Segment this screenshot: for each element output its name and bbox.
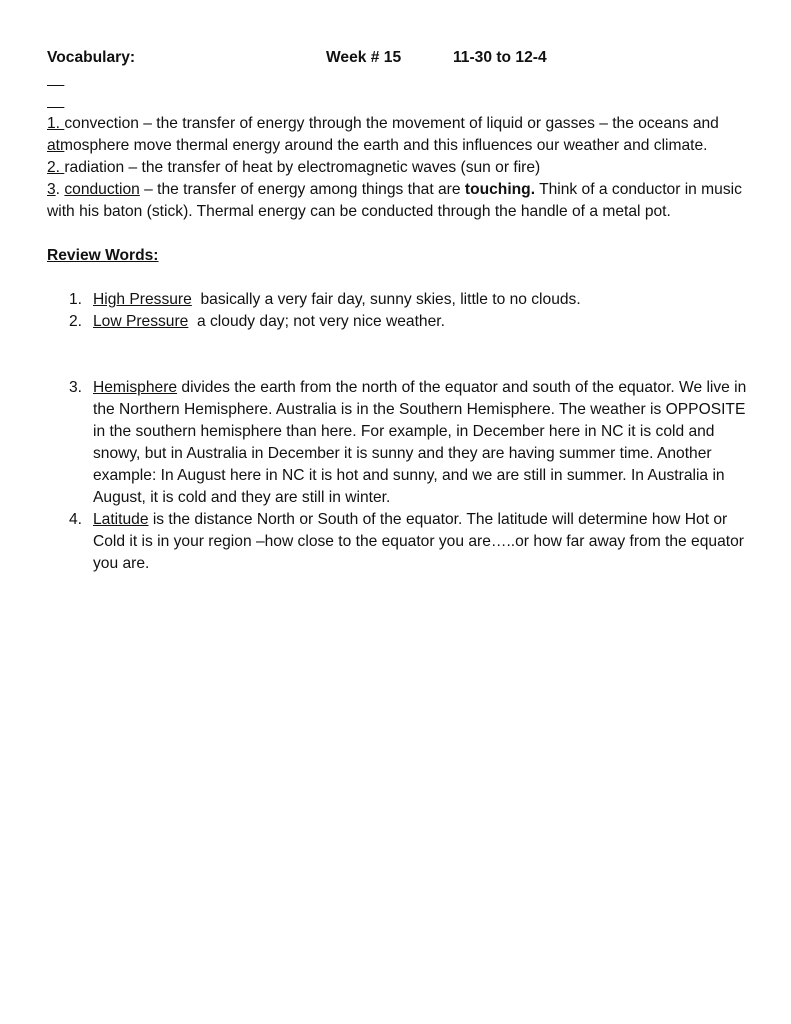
review-words-heading: Review Words: [47,247,159,264]
document-page [47,47,747,575]
review-item-hemisphere [47,377,747,509]
review-term: Low Pressure [93,313,189,330]
review-item-latitude [47,509,747,575]
vocab-definition-part2: Think of a conductor in music with his baton (stick). Thermal energy can be conducted through the handle of a metal pot. [47,181,742,220]
header-line [47,47,747,69]
vocab-item-conduction [47,179,747,223]
review-item-low-pressure [47,311,747,333]
vocab-number: 3. [47,181,61,198]
date-range: 11-30 to 12-4 [453,49,547,66]
review-term: Hemisphere [93,379,178,396]
vocab-term: conduction [64,181,140,198]
review-text: a cloudy day; not very nice weather. [188,313,445,330]
vocab-definition: – the transfer of energy through the movement of liquid or gasses – the oceans and atmosphere move thermal energy around the earth and this influences our weather and climate. [47,115,719,154]
review-text: is the distance North or South of the equator. The latitude will determine how Hot or Cold it is in your region –how close to the equator you are…..or how far away from the equator you are. [93,511,744,572]
vocab-number: 2. [47,159,61,176]
review-term: High Pressure [93,291,192,308]
review-number: 3. [69,379,83,396]
vocab-definition: – the transfer of heat by electromagnetic waves (sun or fire) [124,159,541,176]
review-text: divides the earth from the north of the equator and south of the equator. We live in the Northern Hemisphere. Australia is in the Southern Hemisphere. The weather is OPPOSITE in the southern hemisphere than here. For example, in December here in NC it is cold and snowy, but in Australia in December it is sunny and they are having summer time. Another example: In August here in NC it is hot and sunny, and we are still in summer. In Australia in August, it is cold and they are still in winter. [93,379,747,506]
review-item-high-pressure [47,289,747,311]
week-number: Week # 15 [326,49,402,66]
list-spacer [47,333,747,377]
vocabulary-heading: Vocabulary: [47,49,136,66]
review-number: 4. [69,511,83,528]
vocab-item-radiation [47,157,747,179]
header-underline-spacer-1 [47,47,326,69]
vocabulary-list [47,113,747,223]
vocab-number: 1. [47,115,61,132]
vocab-definition-part1: – the transfer of energy among things that are [139,181,465,198]
review-number: 1. [69,291,83,308]
header-underline-spacer-2 [408,47,453,69]
review-text: basically a very fair day, sunny skies, little to no clouds. [191,291,581,308]
review-words-list [47,289,747,575]
vocab-bold-word: touching. [464,181,536,198]
vocab-term: convection [64,115,139,132]
vocab-term: radiation [64,159,125,176]
vocab-item-convection [47,113,747,157]
review-number: 2. [69,313,83,330]
review-term: Latitude [93,511,149,528]
